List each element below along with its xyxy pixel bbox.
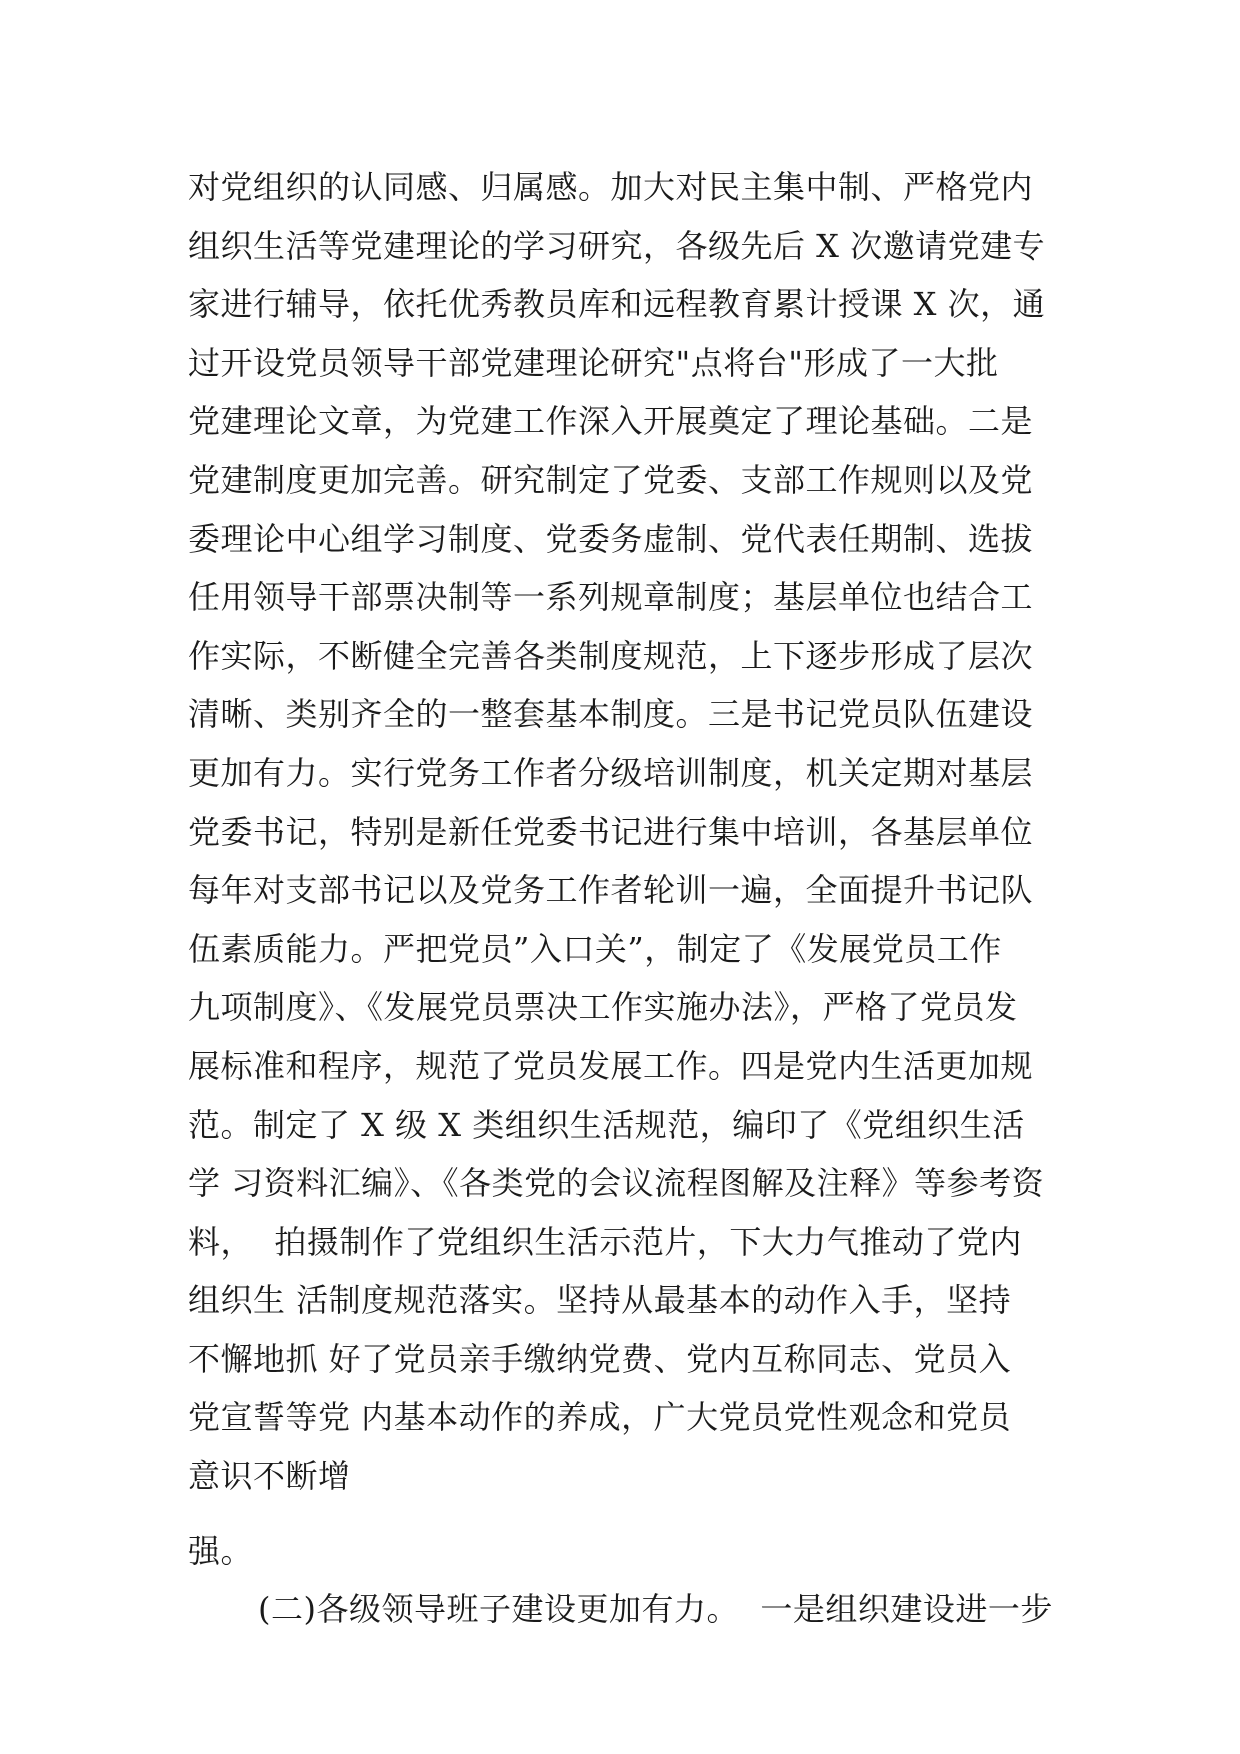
text-line: 不懈地抓 好了党员亲手缴纳党费、党内互称同志、党员入 <box>188 1339 1012 1378</box>
text-line: 家进行辅导，依托优秀教员库和远程教育累计授课 X 次，通 <box>188 285 1046 324</box>
text-line: 范。制定了 X 级 X 类组织生活规范，编印了《党组织生活 <box>188 1105 1025 1144</box>
text-line: 委理论中心组学习制度、党委务虚制、党代表任期制、选拔 <box>188 519 1034 558</box>
text-line: 九项制度》、《发展党员票决工作实施办法》，严格了党员发 <box>188 988 1018 1027</box>
text-line: 过开设党员领导干部党建理论研究"点将台"形成了一大批 <box>188 343 999 382</box>
text-line: 意识不断增 <box>188 1457 351 1496</box>
text-line: 伍素质能力。严把党员”入口关”，制定了《发展党员工作 <box>188 929 1002 968</box>
text-line: 党宣誓等党 内基本动作的养成，广大党员党性观念和党员 <box>188 1398 1012 1437</box>
text-line: 作实际，不断健全完善各类制度规范，上下逐步形成了层次 <box>188 636 1034 675</box>
text-line: 党建制度更加完善。研究制定了党委、支部工作规则以及党 <box>188 460 1034 499</box>
text-line: 任用领导干部票决制等一系列规章制度；基层单位也结合工 <box>188 578 1034 617</box>
text-line: 每年对支部书记以及党务工作者轮训一遍，全面提升书记队 <box>188 871 1034 910</box>
text-line: 料， 拍摄制作了党组织生活示范片，下大力气推动了党内 <box>188 1222 1022 1261</box>
text-line: 对党组织的认同感、归属感。加大对民主集中制、严格党内 <box>188 168 1034 206</box>
text-line: 党建理论文章，为党建工作深入开展奠定了理论基础。二是 <box>188 402 1034 441</box>
text-line: 组织生活等党建理论的学习研究，各级先后 X 次邀请党建专 <box>188 226 1046 265</box>
body-text <box>188 158 1068 1639</box>
text-line: 党委书记，特别是新任党委书记进行集中培训，各基层单位 <box>188 812 1034 851</box>
text-line: 更加有力。实行党务工作者分级培训制度，机关定期对基层 <box>188 753 1034 792</box>
text-line: 学 习资料汇编》、《各类党的会议流程图解及注释》等参考资 <box>188 1164 1045 1203</box>
text-line: 清晰、类别齐全的一整套基本制度。三是书记党员队伍建设 <box>188 695 1034 734</box>
text-line: 强。 <box>188 1531 254 1570</box>
text-line: 展标准和程序，规范了党员发展工作。四是党内生活更加规 <box>188 1046 1034 1085</box>
section-heading-line: (二)各级领导班子建设更加有力。 一是组织建设进一步 <box>258 1590 1053 1629</box>
text-line: 组织生 活制度规范落实。坚持从最基本的动作入手，坚持 <box>188 1281 1012 1320</box>
